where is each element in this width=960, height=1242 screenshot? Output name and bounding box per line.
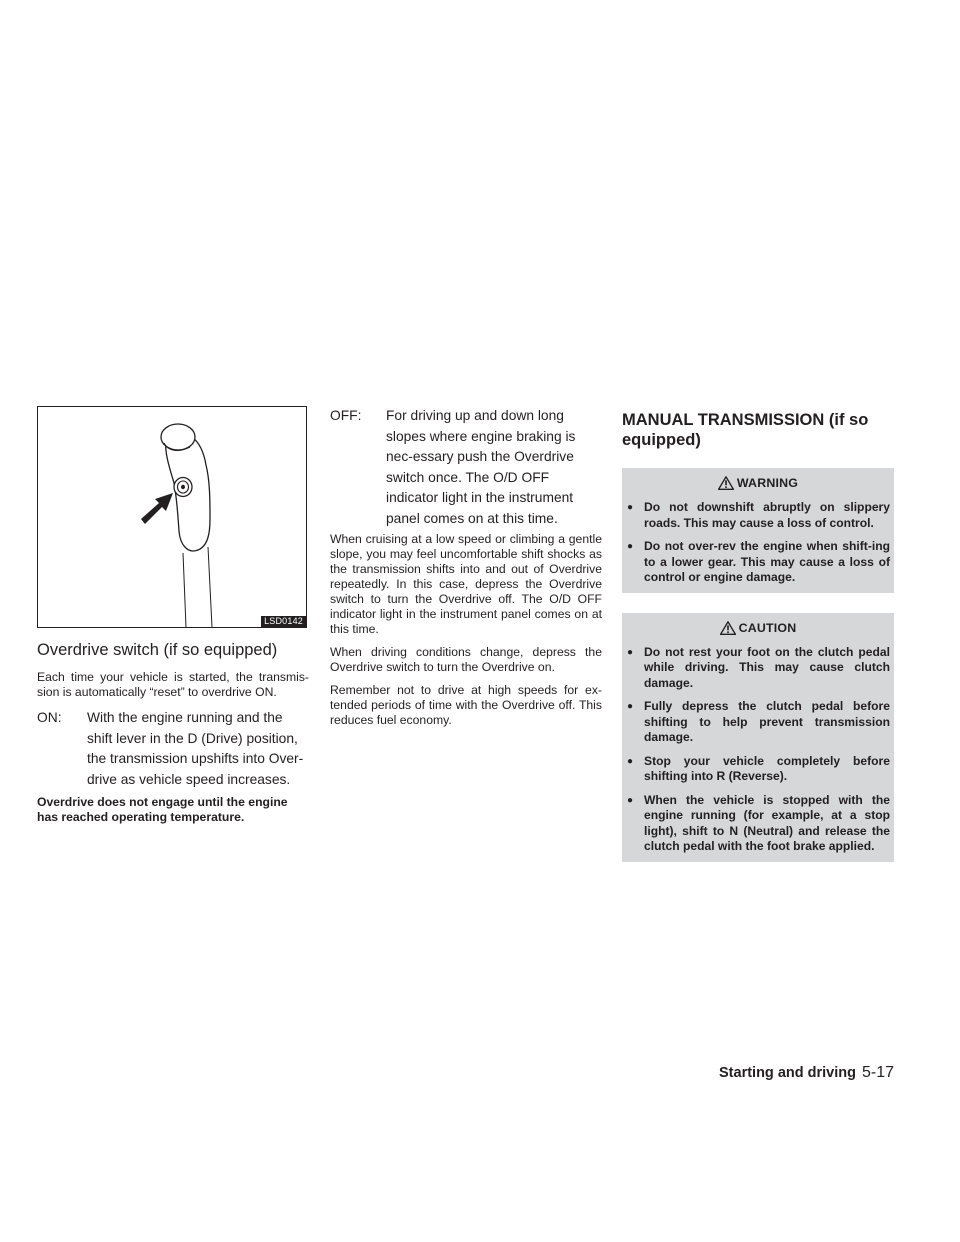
- on-term: ON:: [37, 710, 62, 725]
- warning-title: WARNING: [736, 476, 799, 490]
- bullet-icon: ●: [627, 502, 634, 513]
- shift-lever-figure: [37, 406, 307, 628]
- off-term: OFF:: [330, 408, 362, 423]
- bullet-icon: ●: [627, 755, 634, 767]
- on-description: With the engine running and the shift lever in the D (Drive) position, the transmission upshifts into Over-drive as vehicle speed increases.: [87, 710, 304, 787]
- bullet-icon: ●: [627, 646, 634, 658]
- cruising-paragraph: When cruising at a low speed or climbing a gentle slope, you may feel uncomfortable shift shocks as the transmission shifts into and out of Overdrive repeatedly. In this case, depress the Overdrive switch to turn the Overdrive off. The O/D OFF indicator light in the instrument panel comes on at this time.: [330, 532, 602, 636]
- warning-header: [624, 474, 892, 492]
- bullet-icon: ●: [627, 541, 634, 552]
- middle-column: [330, 406, 602, 736]
- figure-label: LSD0142: [261, 616, 306, 627]
- manual-transmission-heading: MANUAL TRANSMISSION (if so equipped): [622, 411, 869, 449]
- caution-item-text: Stop your vehicle completely before shifting into R (Reverse).: [644, 753, 890, 783]
- shift-knob-icon: [38, 407, 306, 627]
- remember-paragraph: Remember not to drive at high speeds for ex-tended periods of time with the Overdrive off. This reduces fuel economy.: [330, 683, 602, 727]
- caution-item: [624, 645, 892, 692]
- shaft-line-left: [183, 553, 186, 627]
- warning-item: [624, 500, 892, 531]
- overdrive-intro: Each time your vehicle is started, the transmis-sion is automatically “reset” to overdrive ON.: [37, 670, 309, 699]
- caution-item: [624, 699, 892, 746]
- overdrive-heading: Overdrive switch (if so equipped): [37, 641, 278, 659]
- warning-triangle-icon: [718, 476, 734, 490]
- off-definition: [330, 406, 602, 529]
- page-number: 5-17: [861, 1064, 894, 1081]
- bullet-icon: ●: [627, 701, 634, 712]
- warning-item-text: Do not over-rev the engine when shift-ing to a lower gear. This may cause a loss of control or engine damage.: [644, 539, 890, 584]
- caution-triangle-icon: [720, 621, 736, 635]
- right-column: [622, 410, 894, 882]
- arrow-icon: [141, 493, 173, 524]
- shaft-line-right: [208, 547, 212, 627]
- caution-title: CAUTION: [738, 620, 797, 635]
- caution-header: [624, 619, 892, 637]
- caution-box: [622, 613, 894, 862]
- footer-section-title: Starting and driving: [719, 1065, 856, 1081]
- warning-box: [622, 468, 894, 593]
- overdrive-note: Overdrive does not engage until the engine has reached operating temperature.: [37, 795, 288, 824]
- warning-item: [624, 539, 892, 586]
- caution-item-text: Fully depress the clutch pedal before shifting to help prevent transmission damage.: [644, 699, 890, 744]
- bullet-icon: ●: [627, 794, 634, 806]
- off-description: For driving up and down long slopes where engine braking is nec-essary push the Overdrive switch once. The O/D OFF indicator light in the instrument panel comes on at this time.: [386, 408, 576, 526]
- caution-item: [624, 793, 892, 855]
- caution-item: [624, 754, 892, 785]
- caution-item-text: Do not rest your foot on the clutch pedal while driving. This may cause clutch damage.: [644, 644, 890, 690]
- conditions-paragraph: When driving conditions change, depress the Overdrive switch to turn the Overdrive on.: [330, 645, 602, 674]
- on-definition: [37, 708, 309, 790]
- left-column: [37, 406, 309, 825]
- caution-item-text: When the vehicle is stopped with the engine running (for example, at a stop light), shift to N (Neutral) and release the clutch pedal with the foot brake applied.: [644, 792, 890, 853]
- page-footer: [719, 1064, 894, 1082]
- warning-item-text: Do not downshift abruptly on slippery roads. This may cause a loss of control.: [644, 500, 890, 530]
